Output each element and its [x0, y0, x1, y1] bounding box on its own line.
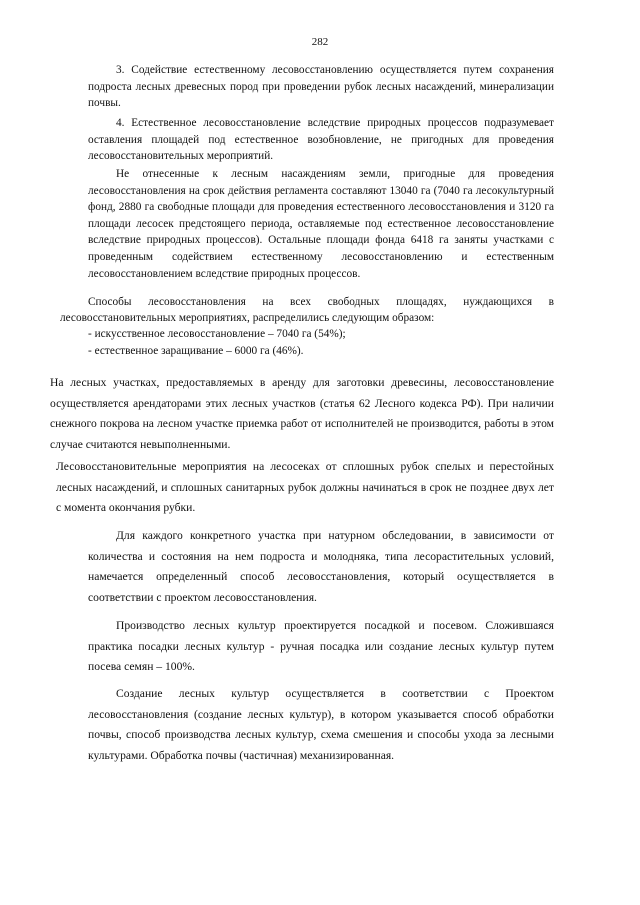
paragraph-text: Производство лесных культур проектируется посадкой и посевом. Сложившаяся практика посадки лесных культур - ручная посадка или создание лесных культур путем посева семян – 100%.	[88, 619, 554, 674]
paragraph-lease-regeneration	[50, 373, 554, 455]
paragraph-forest-crops-project	[88, 684, 554, 766]
paragraph-text: 3. Содействие естественному лесовосстановлению осуществляется путем сохранения подроста лесных древесных пород при проведении рубок лесных насаждений, минерализации почвы.	[88, 64, 554, 110]
paragraph-text: Для каждого конкретного участка при натурном обследовании, в зависимости от количества и состояния на нем подроста и молодняка, типа лесорастительных условий, намечается определенный способ лесовосстановления, который осуществляется в соответствии с проектом лесовосстановления.	[88, 529, 554, 604]
paragraph-text: На лесных участках, предоставляемых в аренду для заготовки древесины, лесовосстановление осуществляется арендаторами этих лесных участков (статья 62 Лесного кодекса РФ). При наличии снежного покрова на лесном участке приемка работ от исполнителей не производится, работы в этом случае считаются невыполненными.	[50, 376, 554, 451]
list-item: - искусственное лесовосстановление – 7040 га (54%);	[88, 328, 346, 341]
paragraph-text: Лесовосстановительные мероприятия на лесосеках от сплошных рубок спелых и перестойных лесных насаждений, и сплошных санитарных рубок должны начинаться в срок не позднее двух лет с момента окончания рубки.	[56, 460, 554, 515]
paragraph-text: Способы лесовосстановления на всех свободных площадях, нуждающихся в лесовосстановительных мероприятиях, распределились следующим образом:	[60, 296, 554, 325]
paragraph-natural-regeneration	[88, 115, 554, 165]
paragraph-assisted-regeneration	[88, 62, 554, 112]
paragraph-text: Создание лесных культур осуществляется в соответствии с Проектом лесовосстановления (создание лесных культур), в котором указывается способ обработки почвы, способ производства лесных культур, схема смешения и способы ухода за лесными культурами. Обработка почвы (частичная) механизированная.	[88, 687, 554, 762]
paragraph-text: 4. Естественное лесовосстановление вследствие природных процессов подразумевает оставления площадей под естественное возобновление, не пригодных для проведения лесовосстановительных мероприятий.	[88, 117, 554, 163]
paragraph-site-survey	[88, 526, 554, 608]
paragraph-forest-crops-production	[88, 616, 554, 678]
paragraph-land-area	[88, 166, 554, 282]
page-number: 282	[311, 36, 329, 48]
regeneration-methods-section	[60, 294, 554, 359]
paragraph-text: Не отнесенные к лесным насаждениям земли, пригодные для проведения лесовосстановления на срок действия регламента составляют 13040 га (7040 га лесокультурный фонд, 2880 га свободные площади для проведения естественного лесовосстановления и 3120 га площади лесосек предстоящего периода, оставляемые под естественное лесовосстановление вследствие природных процессов). Остальные площади фонда 6418 га заняты участками с проведенным содействием естественному лесовосстановлению и естественным лесовосстановлением вследствие природных процессов.	[88, 168, 554, 280]
paragraph-regeneration-deadline	[56, 457, 554, 519]
list-item: - естественное заращивание – 6000 га (46%).	[88, 344, 304, 357]
